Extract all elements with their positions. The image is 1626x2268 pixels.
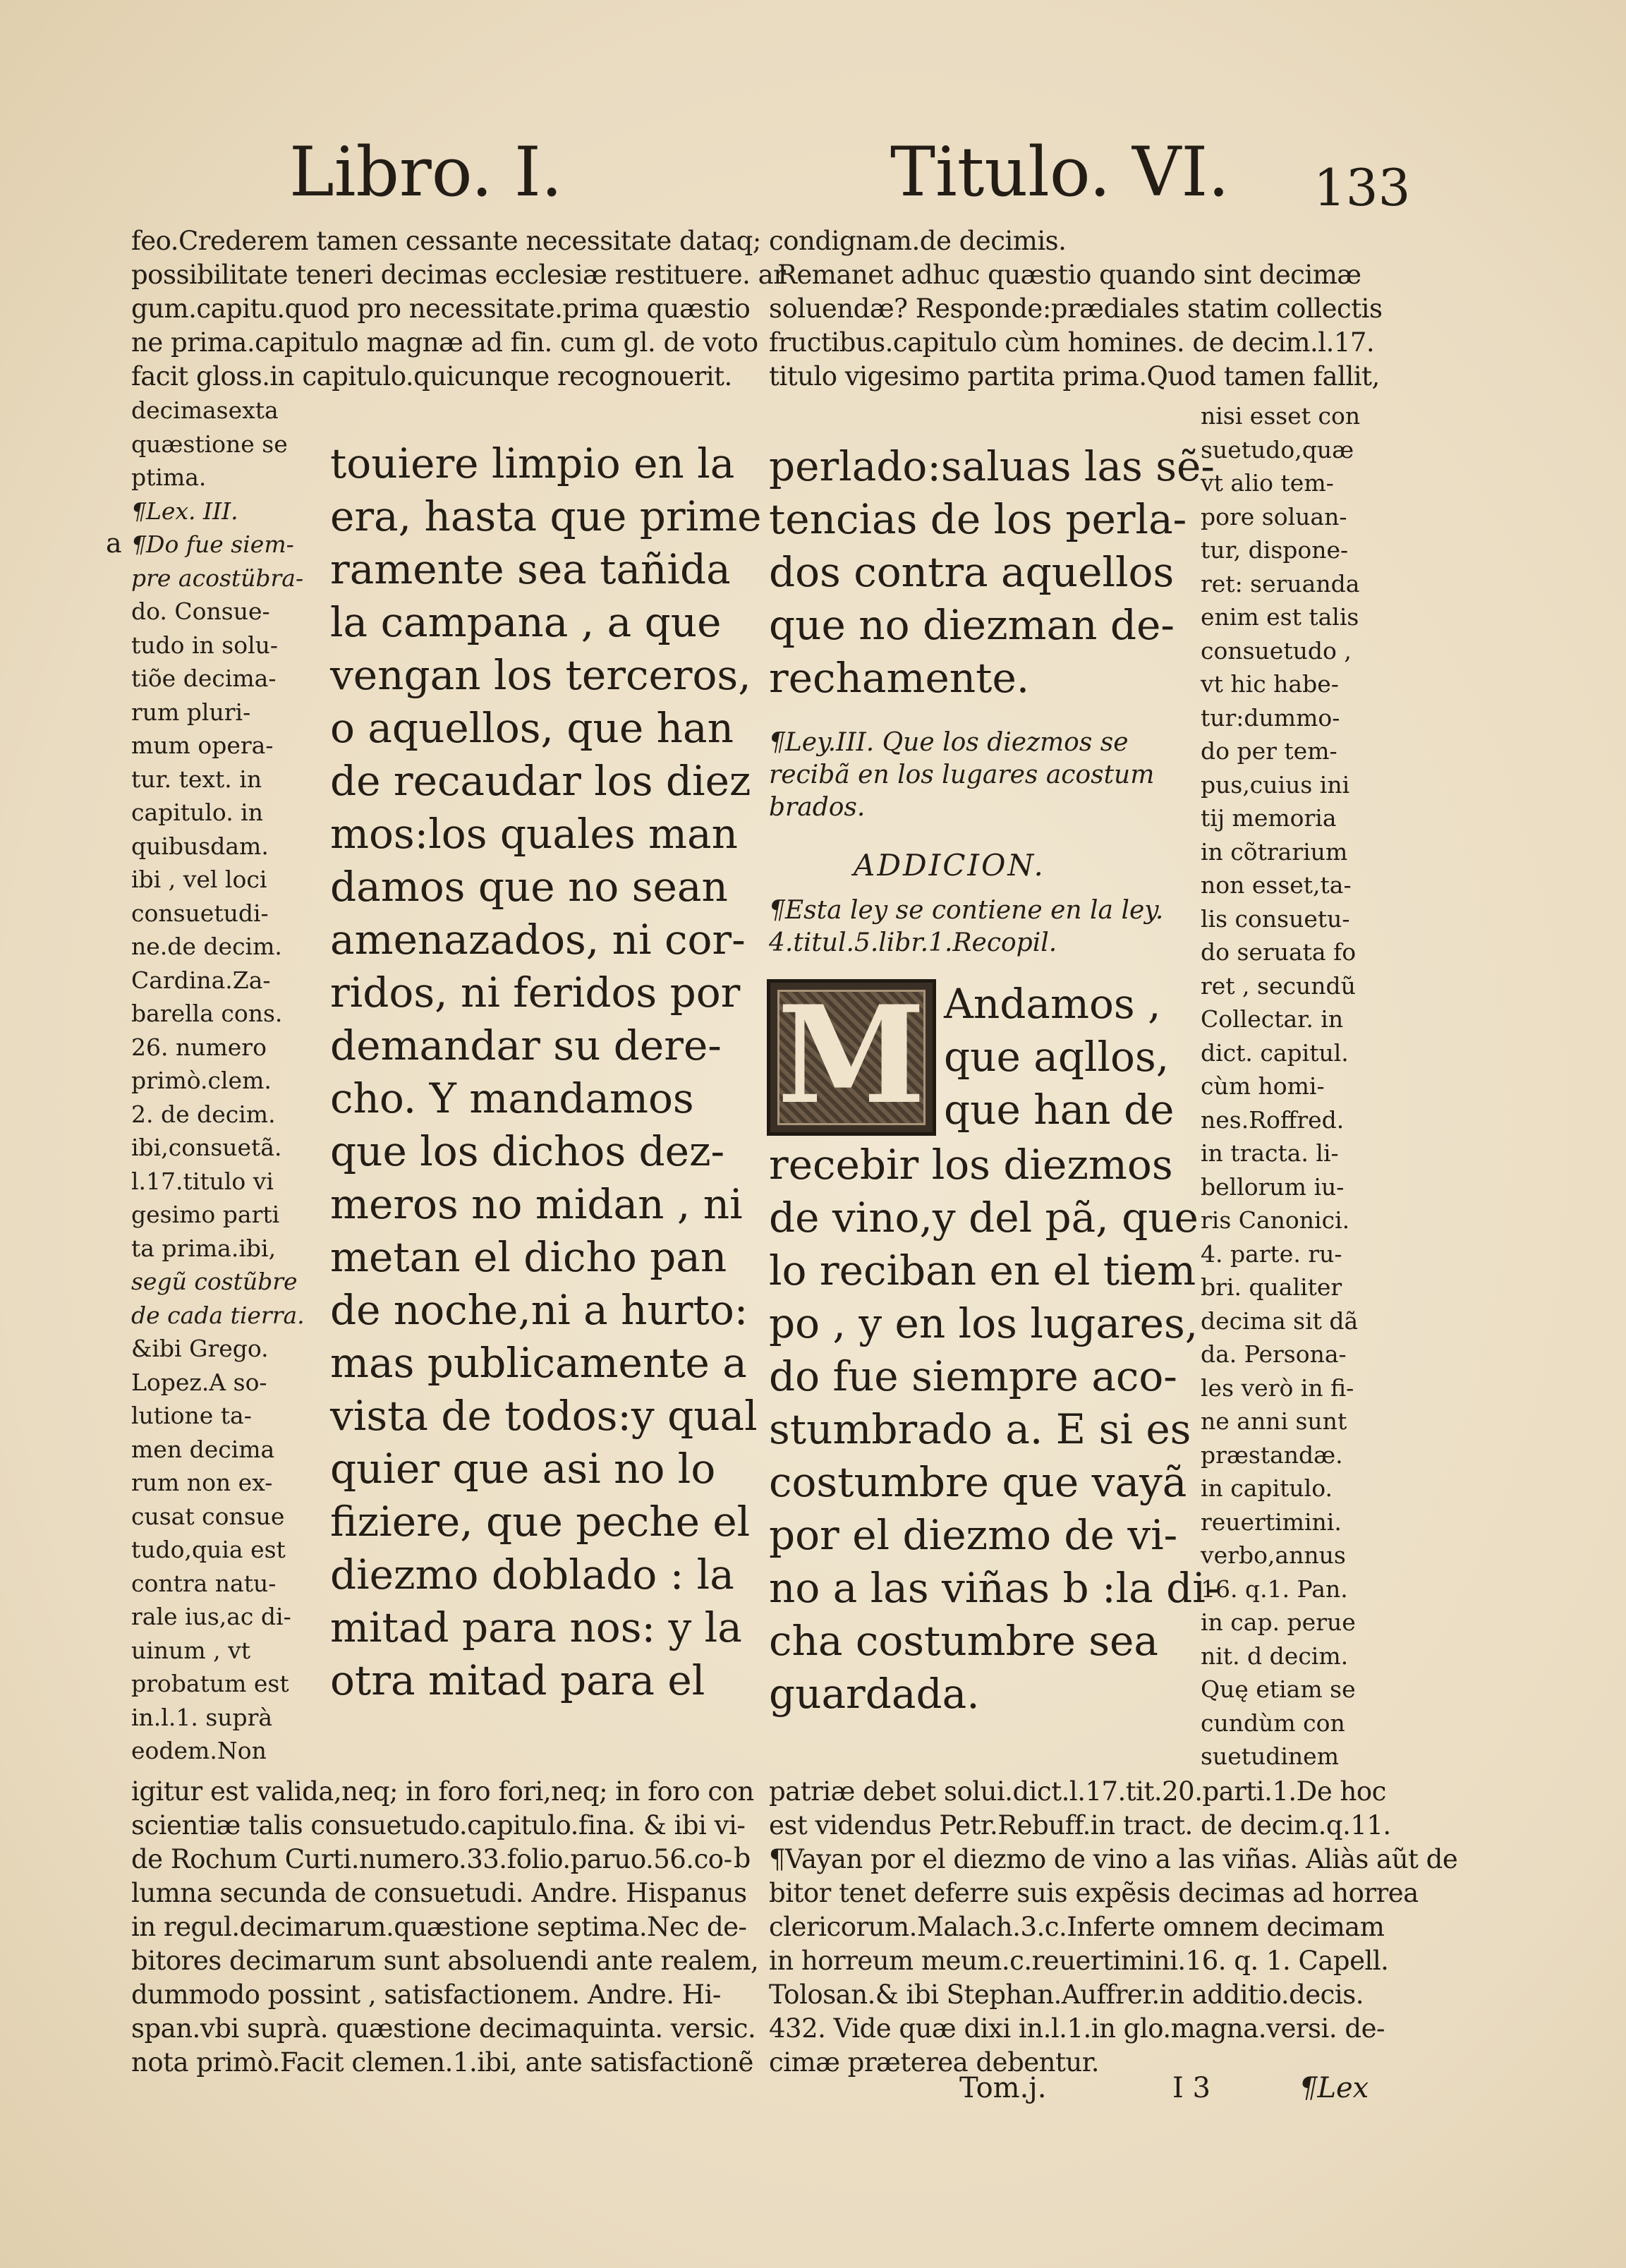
gloss-line: gum.capitu.quod pro necessitate.prima quæstio: [131, 293, 751, 324]
gloss-line: tudo in solu-: [131, 631, 279, 659]
gloss-line: verbo,annus: [1201, 1541, 1346, 1569]
main-text-left: [330, 437, 762, 1707]
gloss-line: reuertimini.: [1201, 1508, 1342, 1536]
main-line: mas publicamente a: [330, 1339, 747, 1387]
gloss-line: ret: seruanda: [1201, 569, 1360, 598]
gloss-line: non esset,ta-: [1201, 871, 1352, 899]
main-line: no a las viñas b :la di-: [769, 1564, 1220, 1612]
gloss-line: rale ius,ac di-: [131, 1603, 291, 1630]
gloss-line: enim est talis: [1201, 603, 1359, 631]
gloss-line: 432. Vide quæ dixi in.l.1.in glo.magna.versi. de-: [769, 2013, 1385, 2044]
gloss-line: bitores decimarum sunt absoluendi ante realem,: [131, 1946, 759, 1976]
gloss-line: ne.de decim.: [131, 933, 282, 960]
gloss-line: nota primò.Facit clemen.1.ibi, ante satisfactionẽ: [131, 2047, 753, 2078]
main-line: costumbre que vayã: [769, 1458, 1187, 1506]
gloss-line: bitor tenet deferre suis expẽsis decimas ad horrea: [769, 1878, 1419, 1908]
gloss-line: &ibi Grego.: [131, 1335, 269, 1362]
main-line: quier que asi no lo: [330, 1445, 716, 1493]
gloss-line: tudo,quia est: [131, 1536, 286, 1563]
bottom-right-gloss: [769, 1775, 1458, 2080]
gloss-line: men decima: [131, 1435, 275, 1463]
main-line: era, hasta que prime: [330, 492, 762, 540]
gloss-line: rum non ex-: [131, 1469, 273, 1496]
gloss-line: ta prima.ibi,: [131, 1234, 277, 1262]
bottom-left-gloss: [131, 1775, 759, 2080]
gloss-line: do. Consue-: [131, 598, 270, 625]
margin-marker-a: a: [106, 528, 122, 559]
law-heading-line: recibã en los lugares acostum: [769, 760, 1155, 789]
gloss-line: tur, dispone-: [1201, 536, 1349, 564]
main-line: mitad para nos: y la: [330, 1603, 742, 1651]
gloss-line: cimæ præterea debentur.: [769, 2047, 1100, 2078]
gloss-line: dict. capitul.: [1201, 1038, 1349, 1067]
gloss-line: tij memoria: [1201, 804, 1337, 832]
main-line: fiziere, que peche el: [330, 1498, 751, 1546]
main-line: lo reciban en el tiem: [769, 1247, 1196, 1294]
gloss-line: in.l.1. suprà: [131, 1703, 273, 1731]
main-line: la campana , a que: [330, 598, 722, 646]
running-header-right: Titulo. VI.: [890, 133, 1230, 212]
decorated-initial: [767, 976, 936, 1136]
gloss-line: da. Persona-: [1201, 1340, 1347, 1368]
page-number: 133: [1313, 158, 1411, 217]
main-text-right-body: [769, 1139, 1220, 1721]
law-heading: [769, 727, 1178, 824]
gloss-line: cùm homi-: [1201, 1072, 1325, 1100]
gloss-line: rum pluri-: [131, 698, 251, 726]
main-line: po , y en los lugares,: [769, 1299, 1199, 1347]
gloss-line: de Rochum Curti.numero.33.folio.paruo.56.co-: [131, 1844, 732, 1874]
gloss-line: Tolosan.& ibi Stephan.Auffrer.in additio.decis.: [769, 1979, 1364, 2010]
gloss-line: cusat consue: [131, 1502, 285, 1530]
main-line: que no diezman de-: [769, 601, 1175, 649]
gloss-line: scientiæ talis consuetudo.capitulo.fina. & ibi vi-: [131, 1810, 746, 1841]
main-line: mos:los quales man: [330, 810, 738, 858]
main-line: que los dichos dez-: [330, 1127, 725, 1175]
gloss-line: ris Canonici.: [1201, 1206, 1350, 1234]
gloss-line: do seruata fo: [1201, 938, 1357, 966]
main-line: recebir los diezmos: [769, 1141, 1173, 1189]
main-line: demandar su dere-: [330, 1021, 722, 1069]
main-line: que han de: [944, 1086, 1175, 1134]
top-right-gloss: [769, 224, 1383, 394]
main-line: rechamente.: [769, 654, 1030, 702]
gloss-line: ret , secundũ: [1201, 971, 1356, 1000]
gloss-line: patriæ debet solui.dict.l.17.tit.20.parti.1.De hoc: [769, 1776, 1386, 1807]
addicion-text: [769, 895, 1178, 959]
gloss-line: probatum est: [131, 1670, 289, 1697]
left-narrow-gloss: [131, 394, 303, 1768]
top-left-gloss: [131, 224, 786, 394]
gloss-line: ne prima.capitulo magnæ ad fin. cum gl. de voto: [131, 327, 758, 358]
main-line: cha costumbre sea: [769, 1617, 1158, 1665]
gloss-line: Collectar. in: [1201, 1005, 1344, 1033]
gloss-line: consuetudo ,: [1201, 636, 1352, 665]
gloss-lemma: segũ costũbre: [131, 1268, 298, 1295]
gloss-line: les verò in fi-: [1201, 1373, 1354, 1402]
gloss-line: ibi , vel loci: [131, 866, 267, 893]
gloss-line: quæstione se: [131, 430, 288, 458]
gloss-line: Quę etiam se: [1201, 1675, 1356, 1703]
main-line: ridos, ni feridos por: [330, 969, 741, 1017]
gloss-line: tur:dummo-: [1201, 703, 1340, 732]
main-line: vengan los terceros,: [330, 651, 751, 699]
main-line: dos contra aquellos: [769, 548, 1175, 596]
gloss-line: in regul.decimarum.quæstione septima.Nec de-: [131, 1912, 747, 1942]
gloss-line: facit gloss.in capitulo.quicunque recognouerit.: [131, 361, 732, 392]
gloss-line: uinum , vt: [131, 1636, 250, 1664]
gloss-line: igitur est valida,neq; in foro fori,neq; in foro con: [131, 1776, 754, 1807]
gloss-line: in cõtrarium: [1201, 837, 1348, 866]
gloss-line: barella cons.: [131, 1000, 283, 1027]
main-line: por el diezmo de vi-: [769, 1511, 1178, 1559]
gloss-line: soluendæ? Responde:prædiales statim collectis: [769, 293, 1383, 324]
gloss-line: nisi esset con: [1201, 402, 1361, 430]
gloss-line: decima sit dã: [1201, 1306, 1359, 1335]
gloss-line: eodem.Non: [131, 1737, 267, 1764]
gloss-line: est videndus Petr.Rebuff.in tract. de decim.q.11.: [769, 1810, 1391, 1841]
gloss-line: lumna secunda de consuetudi. Andre. Hispanus: [131, 1878, 747, 1908]
gloss-line: pore soluan-: [1201, 502, 1347, 530]
gloss-line: cundùm con: [1201, 1709, 1345, 1737]
gloss-line: fructibus.capitulo cùm homines. de decim.l.17.: [769, 327, 1375, 358]
gloss-lemma: de cada tierra.: [131, 1301, 305, 1329]
gloss-line: clericorum.Malach.3.c.Inferte omnem decimam: [769, 1912, 1385, 1942]
addicion-line: ¶Esta ley se contiene en la ley.: [769, 896, 1164, 925]
main-line: vista de todos:y qual: [330, 1392, 758, 1440]
main-line: de recaudar los diez: [330, 757, 751, 805]
gloss-line: possibilitate teneri decimas ecclesiæ restituere. ar: [131, 260, 786, 290]
main-line: Andamos ,: [944, 980, 1161, 1028]
main-line: stumbrado a. E si es: [769, 1405, 1191, 1453]
gloss-line: 16. q.1. Pan.: [1201, 1575, 1348, 1603]
gloss-line: suetudo,quæ: [1201, 435, 1354, 463]
gloss-line: in cap. perue: [1201, 1608, 1356, 1636]
gloss-line: tiõe decima-: [131, 665, 277, 692]
gloss-line: ne anni sunt: [1201, 1407, 1347, 1435]
gloss-line: span.vbi suprà. quæstione decimaquinta. versic.: [131, 2013, 756, 2044]
gloss-line: ¶Vayan por el diezmo de vino a las viñas. Aliàs aũt de: [769, 1844, 1458, 1874]
main-line: que aqllos,: [944, 1033, 1170, 1081]
main-line: amenazados, ni cor-: [330, 916, 746, 964]
main-line: damos que no sean: [330, 863, 728, 911]
gloss-line: decimasexta: [131, 396, 279, 424]
gloss-line: vt alio tem-: [1201, 469, 1334, 497]
gloss-line: lis consuetu-: [1201, 904, 1350, 933]
gloss-lemma: pre acostübra-: [131, 564, 304, 592]
running-header-left: Libro. I.: [289, 133, 563, 212]
gloss-line: Lopez.A so-: [131, 1368, 267, 1396]
gloss-line: tur. text. in: [131, 765, 262, 793]
main-line: de noche,ni a hurto:: [330, 1286, 748, 1334]
main-line: tencias de los perla-: [769, 495, 1187, 543]
main-line: cho. Y mandamos: [330, 1074, 694, 1122]
footer-signature: I 3: [1172, 2072, 1211, 2104]
gloss-line: ptima.: [131, 463, 207, 491]
gloss-line: bri. qualiter: [1201, 1273, 1342, 1301]
gloss-line: dummodo possint , satisfactionem. Andre. Hi-: [131, 1979, 721, 2010]
gloss-lemma: ¶Lex. III.: [131, 497, 238, 525]
law-heading-line: ¶Ley.III. Que los diezmos se: [769, 728, 1129, 757]
main-line: o aquellos, que han: [330, 704, 734, 752]
main-line: guardada.: [769, 1670, 980, 1718]
gloss-line: nes.Roffred.: [1201, 1105, 1345, 1134]
gloss-line: quibusdam.: [131, 832, 269, 860]
gloss-line: præstandæ.: [1201, 1441, 1343, 1469]
main-line: ramente sea tañida: [330, 545, 731, 593]
gloss-line: lutione ta-: [131, 1402, 252, 1429]
initial-letter: M: [777, 976, 926, 1134]
gloss-line: 26. numero: [131, 1033, 267, 1061]
gloss-line: in horreum meum.c.reuertimini.16. q. 1. Capell.: [769, 1946, 1389, 1976]
gloss-line: mum opera-: [131, 732, 274, 759]
footer-catchword: ¶Lex: [1299, 2072, 1369, 2104]
gloss-line: in tracta. li-: [1201, 1139, 1339, 1167]
main-line: metan el dicho pan: [330, 1233, 727, 1281]
main-line: perlado:saluas las sẽ-: [769, 442, 1215, 490]
gloss-line: pus,cuius ini: [1201, 770, 1350, 799]
addicion-title: ADDICION.: [854, 848, 1045, 883]
main-text-right-cap: [944, 978, 1175, 1136]
footer-tome: Tom.j.: [959, 2072, 1047, 2104]
gloss-line: suetudinem: [1201, 1742, 1339, 1770]
gloss-line: nit. d decim.: [1201, 1642, 1349, 1670]
main-line: otra mitad para el: [330, 1656, 705, 1704]
main-line: do fue siempre aco-: [769, 1352, 1177, 1400]
gloss-line: bellorum iu-: [1201, 1172, 1345, 1201]
gloss-line: vt hic habe-: [1201, 670, 1339, 698]
main-line: touiere limpio en la: [330, 439, 735, 487]
main-line: de vino,y del pã, que: [769, 1194, 1199, 1242]
gloss-line: do per tem-: [1201, 737, 1337, 765]
main-line: meros no midan , ni: [330, 1180, 743, 1228]
gloss-line: feo.Crederem tamen cessante necessitate dataq;: [131, 226, 761, 256]
gloss-lemma: ¶Do fue siem-: [131, 530, 294, 558]
gloss-line: l.17.titulo vi: [131, 1167, 274, 1195]
gloss-line: 2. de decim.: [131, 1100, 276, 1128]
gloss-line: Cardina.Za-: [131, 966, 271, 994]
gloss-line: primò.clem.: [131, 1067, 272, 1094]
gloss-line: in capitulo.: [1201, 1474, 1333, 1502]
gloss-line: gesimo parti: [131, 1201, 280, 1228]
law-heading-line: brados.: [769, 793, 866, 822]
margin-marker-b: b: [734, 1843, 751, 1874]
gloss-line: 4. parte. ru-: [1201, 1239, 1342, 1268]
gloss-line: titulo vigesimo partita prima.Quod tamen fallit,: [769, 361, 1380, 392]
gloss-line: ibi,consuetã.: [131, 1134, 282, 1161]
gloss-line: consuetudi-: [131, 899, 269, 927]
gloss-line: Remanet adhuc quæstio quando sint decimæ: [777, 260, 1361, 290]
addicion-line: 4.titul.5.libr.1.Recopil.: [769, 928, 1057, 957]
main-line: diezmo doblado : la: [330, 1551, 734, 1599]
gloss-line: contra natu-: [131, 1569, 277, 1597]
main-text-right-top: [769, 440, 1215, 705]
gloss-line: condignam.de decimis.: [769, 226, 1067, 256]
right-narrow-gloss: [1201, 399, 1377, 1773]
gloss-line: capitulo. in: [131, 799, 263, 826]
